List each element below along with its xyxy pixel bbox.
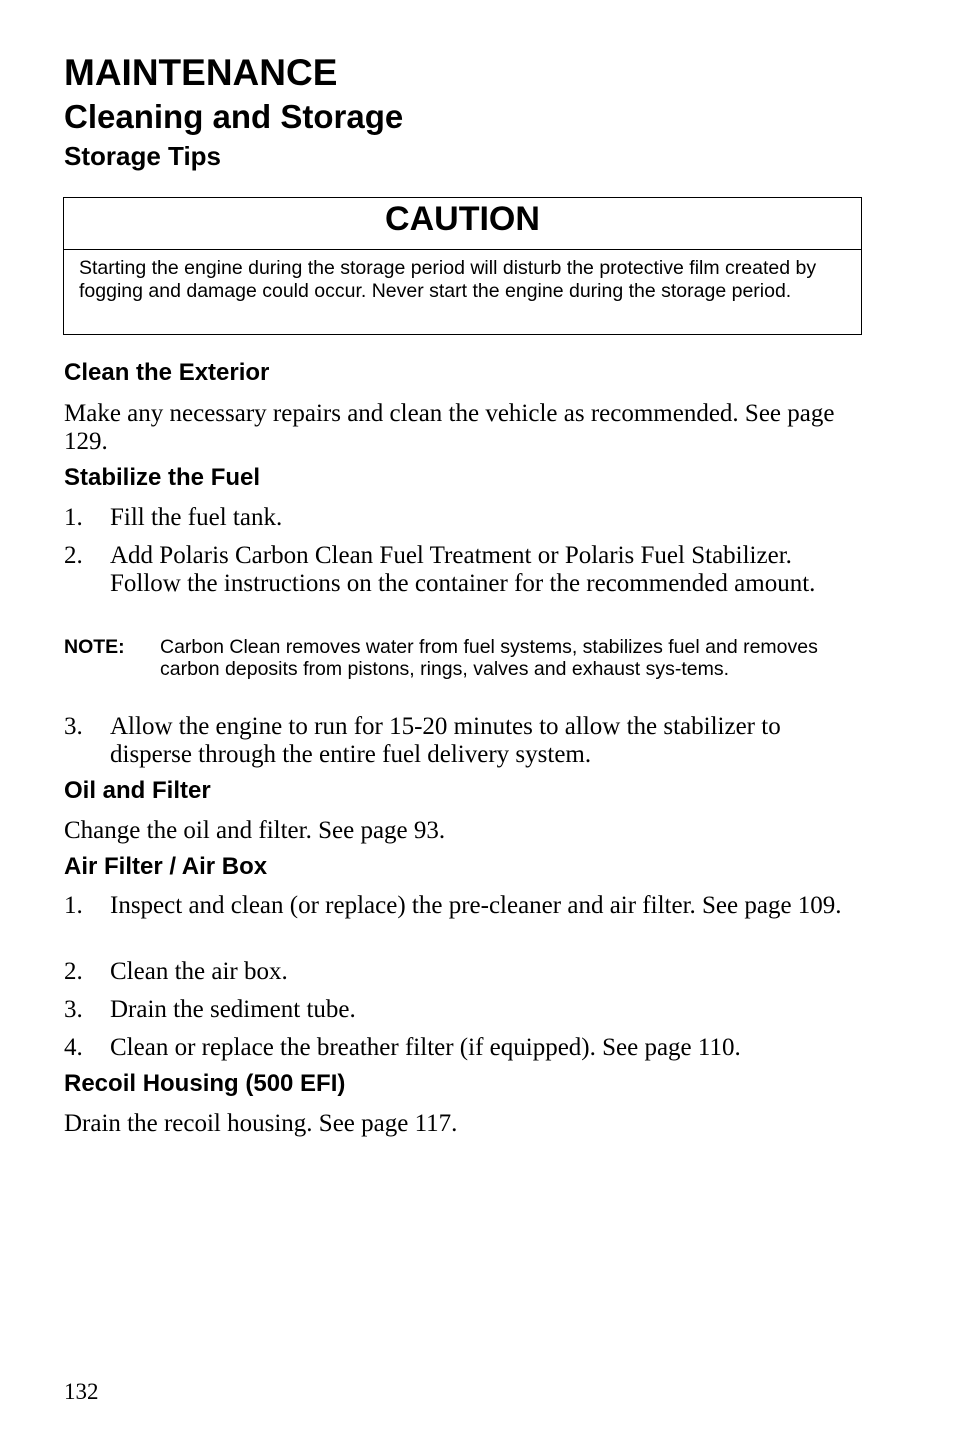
list-item [64,1034,864,1062]
note-text: Carbon Clean removes water from fuel systems, stabilizes fuel and removes carbon deposits from pistons, rings, valves and exhaust sys-tems. [160,636,818,680]
list-item-number: 2. [64,542,83,569]
list-item [64,892,864,920]
stabilize-fuel-heading: Stabilize the Fuel [64,464,261,491]
clean-exterior-heading: Clean the Exterior [64,359,270,386]
list-item-number: 3. [64,996,83,1023]
list-item-number: 3. [64,713,83,740]
list-item-number: 1. [64,504,83,531]
recoil-housing-text: Drain the recoil housing. See page 117. [64,1110,458,1137]
subsection-title: Cleaning and Storage [64,98,404,135]
list-item-text: Inspect and clean (or replace) the pre-cleaner and air filter. See page 109. [110,892,842,919]
list-item [64,713,864,769]
note-label: NOTE: [64,636,125,658]
list-item [64,542,864,598]
recoil-housing-heading: Recoil Housing (500 EFI) [64,1070,346,1097]
list-item-text: Clean or replace the breather filter (if equipped). See page 110. [110,1034,741,1061]
section-title: MAINTENANCE [64,52,338,93]
note [64,636,864,680]
list-item [64,996,864,1024]
oil-filter-heading: Oil and Filter [64,777,211,804]
page-number: 132 [64,1379,99,1404]
list-item-number: 4. [64,1034,83,1061]
list-item-number: 2. [64,958,83,985]
caution-box [63,197,862,335]
list-item-text: Allow the engine to run for 15-20 minutes to allow the stabilizer to disperse through the entire fuel delivery system. [110,713,781,768]
list-item-number: 1. [64,892,83,919]
list-item-text: Add Polaris Carbon Clean Fuel Treatment or Polaris Fuel Stabilizer. Follow the instructions on the container for the recommended amount. [110,542,816,597]
air-filter-heading: Air Filter / Air Box [64,853,268,880]
topic-title: Storage Tips [64,141,222,171]
list-item-text: Fill the fuel tank. [110,504,283,531]
oil-filter-text: Change the oil and filter. See page 93. [64,817,446,844]
clean-exterior-text: Make any necessary repairs and clean the vehicle as recommended. See page 129. [64,400,835,455]
list-item-text: Clean the air box. [110,958,288,985]
list-item [64,958,864,986]
caution-text: Starting the engine during the storage period will disturb the protective film created by fogging and damage could occur. Never start the engine during the storage period. [79,257,817,302]
list-item [64,504,864,532]
caution-title: CAUTION [64,198,861,250]
list-item-text: Drain the sediment tube. [110,996,356,1023]
